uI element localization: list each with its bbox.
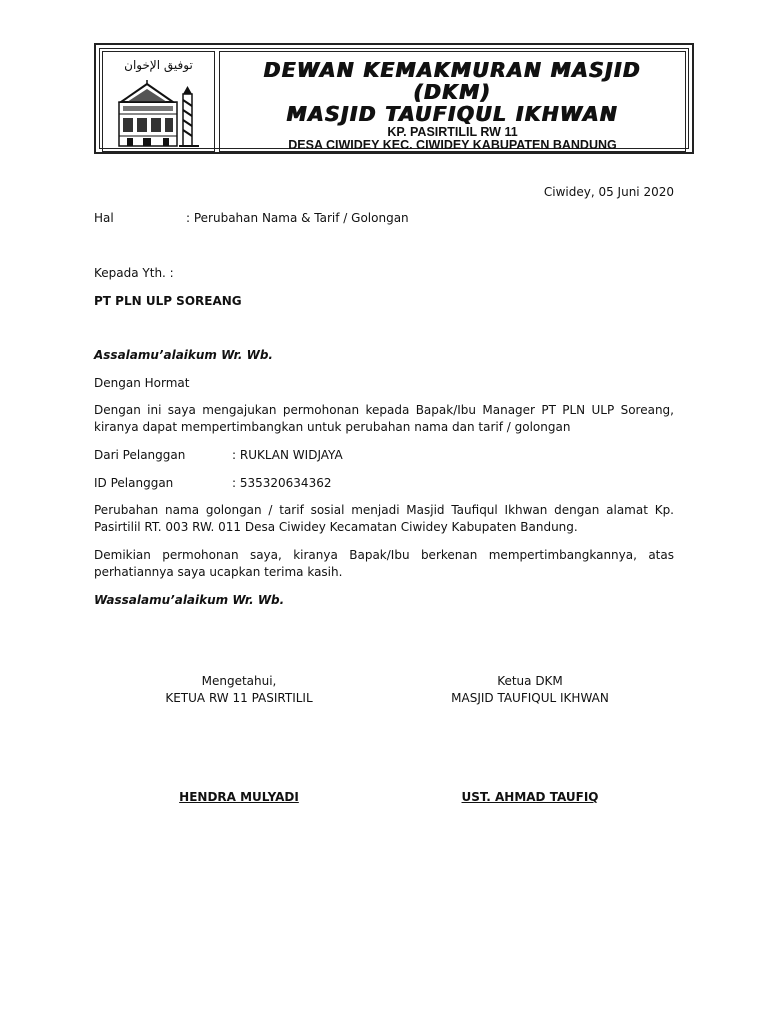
right-signer-caption: Ketua DKM [497,674,563,688]
left-signer-caption: Mengetahui, [201,674,277,688]
right-signer-name: UST. AHMAD TAUFIQ [461,790,599,804]
subject-label: Hal [94,211,114,225]
subject-value: : Perubahan Nama & Tarif / Golongan [186,211,409,225]
address-line-2: DESA CIWIDEY KEC. CIWIDEY KABUPATEN BANDUNG [288,138,617,152]
org-name-line: DEWAN KEMAKMURAN MASJID [263,58,642,82]
customer-id-label: ID Pelanggan [94,476,174,490]
left-signer-title: KETUA RW 11 PASIRTILIL [165,691,313,705]
letterhead-title-box [219,51,686,152]
addressee-label: Kepada Yth. : [94,266,174,280]
customer-from-label: Dari Pelanggan [94,448,186,462]
org-abbrev-line: (DKM) [413,80,492,104]
mosque-logo-icon [113,80,205,148]
logo-arabic-text: توفيق الإخوان [124,58,193,72]
customer-from-value: : RUKLAN WIDJAYA [232,448,343,462]
letterhead [94,43,694,154]
mosque-name-line: MASJID TAUFIQUL IKHWAN [286,102,619,126]
letterhead-inner-border [99,48,689,152]
logo-box [102,51,215,152]
paragraph-change-detail: Perubahan nama golongan / tarif sosial menjadi Masjid Taufiqul Ikhwan dengan alamat Kp. Pasirtilil RT. 003 RW. 011 Desa Ciwidey Kecamatan Ciwidey Kabupaten Bandung. [94,503,674,534]
salutation: Dengan Hormat [94,376,190,390]
left-signer-name: HENDRA MULYADI [179,790,299,804]
right-signer-title: MASJID TAUFIQUL IKHWAN [451,691,609,705]
paragraph-closing: Demikian permohonan saya, kiranya Bapak/Ibu berkenan mempertimbangkannya, atas perhatiannya saya ucapkan terima kasih. [94,548,674,579]
paragraph-request: Dengan ini saya mengajukan permohonan kepada Bapak/Ibu Manager PT PLN ULP Soreang, kiranya dapat mempertimbangkan untuk perubahan nama dan tarif / golongan [94,403,674,434]
place-date: Ciwidey, 05 Juni 2020 [543,185,674,199]
closing-greeting: Wassalamu’alaikum Wr. Wb. [94,593,285,607]
greeting: Assalamu’alaikum Wr. Wb. [94,348,273,362]
recipient-name: PT PLN ULP SOREANG [94,294,242,308]
address-line-1: KP. PASIRTILIL RW 11 [387,125,518,139]
customer-id-value: : 535320634362 [232,476,332,490]
